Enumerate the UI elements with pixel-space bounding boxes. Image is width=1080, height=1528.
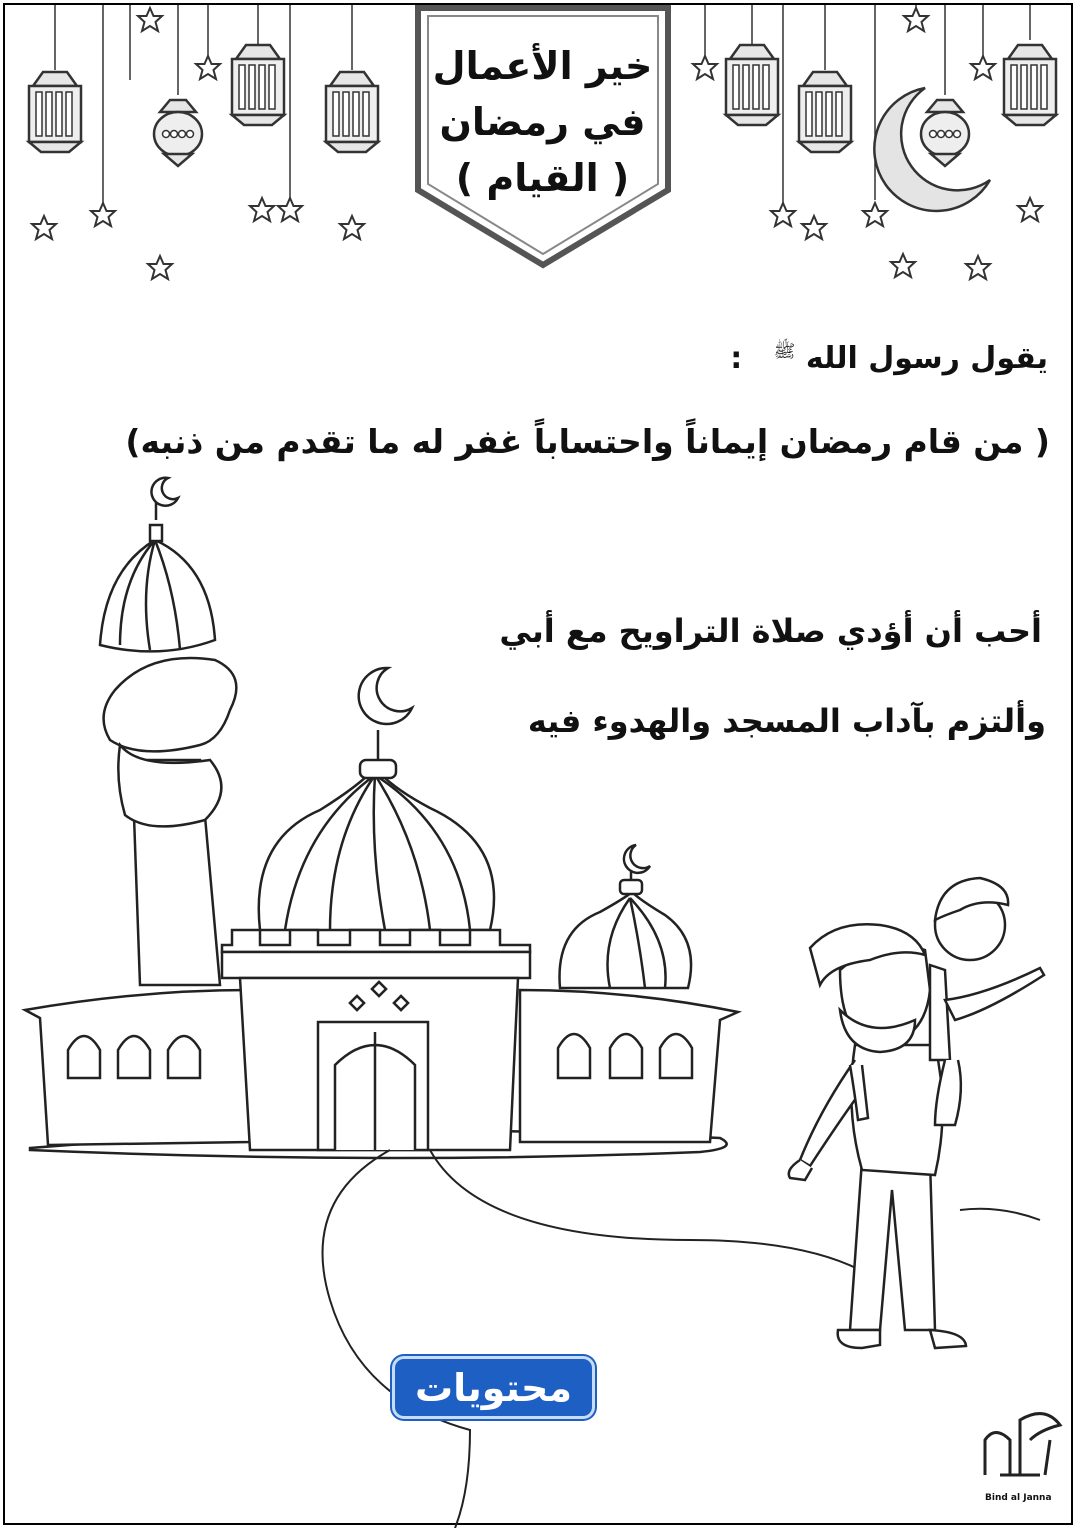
path-line bbox=[430, 1150, 1040, 1270]
lantern-decoration bbox=[326, 72, 378, 152]
watermark-label: محتويات bbox=[415, 1365, 572, 1410]
father-son-drawing bbox=[789, 878, 1044, 1348]
page-title-line3: ( القيام ) bbox=[455, 156, 630, 200]
statement-line2: وألتزم بآداب المسجد والهدوء فيه bbox=[527, 702, 1046, 740]
hadith-intro bbox=[730, 340, 1048, 376]
lantern-decoration bbox=[1004, 45, 1056, 125]
logo-caption: Bind al Janna bbox=[985, 1493, 1052, 1503]
lantern-decoration bbox=[232, 45, 284, 125]
lantern-decoration bbox=[799, 72, 851, 152]
mosque-drawing bbox=[25, 478, 738, 1158]
lantern-decoration bbox=[29, 72, 81, 152]
path-line bbox=[323, 1150, 471, 1528]
lantern-decoration bbox=[154, 100, 202, 166]
lantern-decoration bbox=[921, 100, 969, 166]
hadith-intro-colon: : bbox=[730, 341, 743, 376]
lantern-decoration bbox=[726, 45, 778, 125]
hadith-intro-text: يقول رسول الله bbox=[805, 341, 1048, 376]
page-title-line2: في رمضان bbox=[439, 100, 646, 144]
hadith-text: ( من قام رمضان إيماناً واحتساباً غفر له ما تقدم من ذنبه) bbox=[125, 422, 1050, 461]
salutation-mark: ﷺ bbox=[773, 341, 796, 362]
watermark-badge bbox=[392, 1356, 595, 1419]
statement-line1: أحب أن أؤدي صلاة التراويح مع أبي bbox=[499, 612, 1042, 650]
title-box bbox=[420, 8, 665, 218]
bind-al-janna-logo bbox=[985, 1414, 1060, 1475]
page-title-line1: خير الأعمال bbox=[432, 44, 653, 88]
